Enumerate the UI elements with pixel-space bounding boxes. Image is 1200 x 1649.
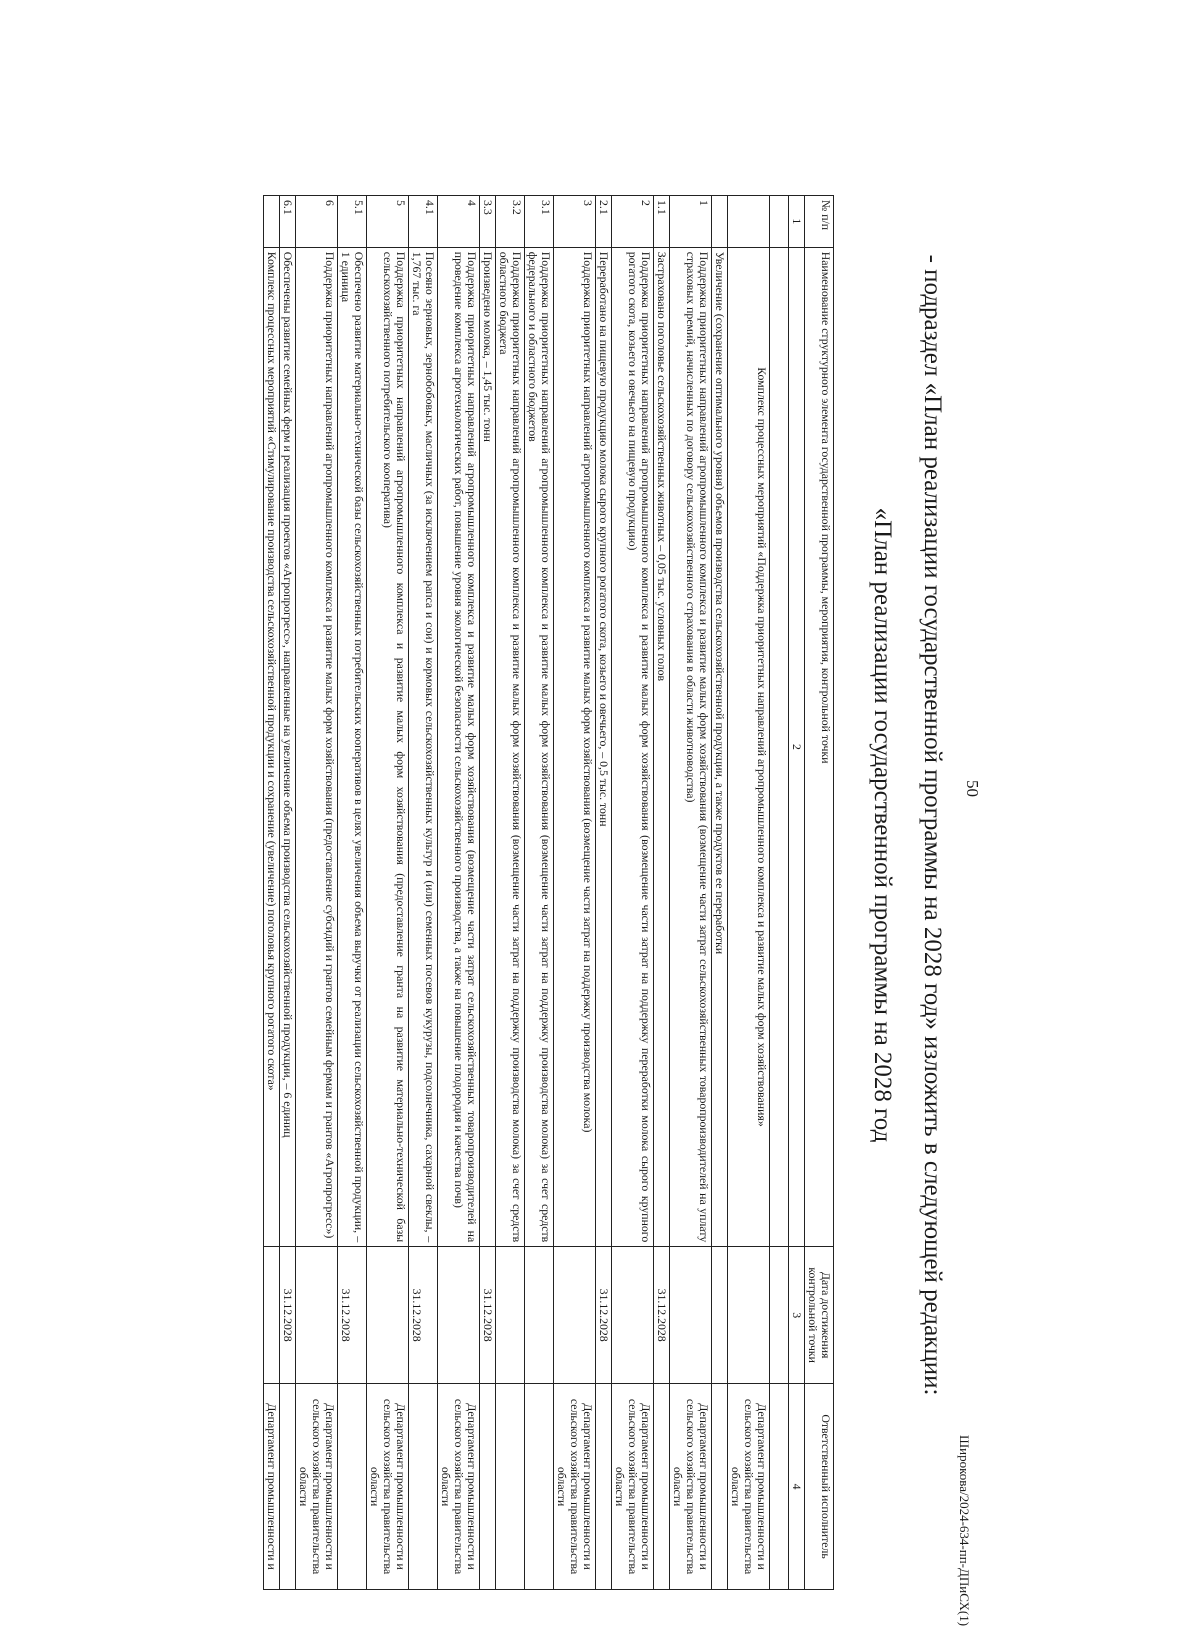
row-date: 31.12.2028 (480, 1247, 496, 1384)
header-name: Наименование структурного элемента государственной программы, мероприятия, контрольной точки (805, 247, 834, 1246)
row-resp (480, 1384, 496, 1590)
row-name: Поддержка приоритетных направлений агропромышленного комплекса и развитие малых форм хозяйствования (возмещение части затрат на поддержку производства молока) (554, 247, 596, 1246)
row-num: 3.2 (496, 196, 525, 248)
row-num (264, 196, 280, 248)
index-cell: 4 (789, 1384, 805, 1590)
row-num: 1 (670, 196, 712, 248)
row-num: 3 (554, 196, 596, 248)
row-name: Обеспечены развитие семейных ферм и реализация проектов «Агропрогресс», направленные на увеличение объема производства сельскохозяйственной продукции, – 6 единиц (280, 247, 296, 1246)
row-num: 6 (296, 196, 338, 248)
row-date (438, 1247, 480, 1384)
row-name: Поддержка приоритетных направлений агропромышленного комплекса и развитие малых форм хозяйствования (возмещение части затрат на поддержку производства молока) за счет средств областного бюджета (496, 247, 525, 1246)
document-footer: Широкова/2024-634-пп-ДПиСХ(1) (957, 1435, 972, 1627)
row-num: 2.1 (596, 196, 612, 248)
spacer-row (770, 196, 789, 1590)
plan-table (263, 195, 834, 1590)
row-name: Поддержка приоритетных направлений агропромышленного комплекса и развитие малых форм хозяйствования (возмещение части затрат на поддержку переработки молока сырого крупного рогатого скота, козьего и овечьего на пищевую продукцию) (612, 247, 654, 1246)
row-name: Посеяно зерновых, зернобобовых, масличных (за исключением рапса и сои) и кормовых сельскохозяйственных культур и (или) семенных посевов кукурузы, подсолнечника, сахарной свеклы, – 1,767 тыс. га (409, 247, 438, 1246)
table-row (612, 196, 654, 1590)
table-row (280, 196, 296, 1590)
row-name: Поддержка приоритетных направлений агропромышленного комплекса и развитие малых форм хозяйствования (возмещение части затрат на поддержку производства молока) за счет средств федерального и областного бюджетов (525, 247, 554, 1246)
row-date (612, 1247, 654, 1384)
table-row (264, 196, 280, 1590)
row-resp: Департамент промышленности и сельского хозяйства правительства области (728, 1384, 770, 1590)
row-resp (712, 1384, 728, 1590)
row-resp (654, 1384, 670, 1590)
index-cell: 1 (789, 196, 805, 248)
row-num: 4.1 (409, 196, 438, 248)
row-resp (496, 1384, 525, 1590)
row-num: 6.1 (280, 196, 296, 248)
row-name: Поддержка приоритетных направлений агропромышленного комплекса и развитие малых форм хозяйствования (возмещение части затрат сельскохозяйственных товаропроизводителей на проведение комплекса агротехнологических работ, повышение уровня экологической безопасности сельскохозяйственного производства, а также на повышение плодородия и качества почв) (438, 247, 480, 1246)
row-name: Увеличение (сохранение оптимального уровня) объемов производства сельскохозяйственной продукции, а также продуктов ее переработки (712, 247, 728, 1246)
row-resp: Департамент промышленности и сельского хозяйства правительства области (612, 1384, 654, 1590)
table-row (296, 196, 338, 1590)
row-resp: Департамент промышленности и сельского хозяйства правительства области (367, 1384, 409, 1590)
row-num: 2 (612, 196, 654, 248)
row-date (367, 1247, 409, 1384)
row-date: 31.12.2028 (596, 1247, 612, 1384)
row-date (525, 1247, 554, 1384)
row-date (264, 1247, 280, 1384)
row-resp: Департамент промышленности и сельского хозяйства правительства области (670, 1384, 712, 1590)
row-date (296, 1247, 338, 1384)
row-num: 4 (438, 196, 480, 248)
plan-heading: «План реализации государственной программы на 2028 год (869, 507, 896, 1143)
row-resp: Департамент промышленности и сельского хозяйства правительства области (438, 1384, 480, 1590)
row-name: Поддержка приоритетных направлений агропромышленного комплекса и развитие малых форм хозяйствования (предоставление гранта на развитие материально-технической базы сельскохозяйственного потребительского кооператива) (367, 247, 409, 1246)
index-cell: 2 (789, 247, 805, 1246)
row-date: 31.12.2028 (280, 1247, 296, 1384)
row-resp (280, 1384, 296, 1590)
row-num (728, 196, 770, 248)
row-date (670, 1247, 712, 1384)
row-name: Произведено молока, – 1,45 тыс. тонн (480, 247, 496, 1246)
row-date: 31.12.2028 (409, 1247, 438, 1384)
row-date (554, 1247, 596, 1384)
table-row (338, 196, 367, 1590)
row-num: 5.1 (338, 196, 367, 248)
row-resp: Департамент промышленности и сельского хозяйства правительства области (296, 1384, 338, 1590)
row-resp: Департамент промышленности и (264, 1384, 280, 1590)
table-row (596, 196, 612, 1590)
page-number: 50 (963, 780, 982, 797)
row-resp: Департамент промышленности и сельского хозяйства правительства области (554, 1384, 596, 1590)
rotated-page (120, 40, 1012, 1627)
header-num: № п/п (805, 196, 834, 248)
row-num (712, 196, 728, 248)
row-date (712, 1247, 728, 1384)
header-date: Дата достижения контрольной точки (805, 1247, 834, 1384)
header-resp: Ответственный исполнитель (805, 1384, 834, 1590)
row-num: 3.3 (480, 196, 496, 248)
row-resp (409, 1384, 438, 1590)
row-date (496, 1247, 525, 1384)
row-num: 1.1 (654, 196, 670, 248)
row-num: 3.1 (525, 196, 554, 248)
intro-text: - подраздел «План реализации государственной программы на 2028 год» изложить в следующей редакции: (919, 254, 946, 1396)
table-row (438, 196, 480, 1590)
table-row (496, 196, 525, 1590)
row-name: Застраховано поголовье сельскохозяйственных животных – 0,05 тыс. условных голов (654, 247, 670, 1246)
row-name: Поддержка приоритетных направлений агропромышленного комплекса и развитие малых форм хозяйствования (возмещение части затрат сельскохозяйственных товаропроизводителей на уплату страховых премий, начисленных по договору сельскохозяйственного страхования в области животноводства) (670, 247, 712, 1246)
row-name: Поддержка приоритетных направлений агропромышленного комплекса и развитие малых форм хозяйствования (предоставление субсидий и грантов семейным фермам и грантов «Агропрогресс») (296, 247, 338, 1246)
table-row (367, 196, 409, 1590)
row-num: 5 (367, 196, 409, 248)
table-row (525, 196, 554, 1590)
row-date: 31.12.2028 (338, 1247, 367, 1384)
table-header-row (805, 196, 834, 1590)
row-name: Комплекс процессных мероприятий «Стимулирование производства сельскохозяйственной продукции и сохранение (увеличение) поголовья крупного рогатого скота» (264, 247, 280, 1246)
column-index-row (789, 196, 805, 1590)
row-name: Переработано на пищевую продукцию молока сырого крупного рогатого скота, козьего и овечьего, – 0,5 тыс. тонн (596, 247, 612, 1246)
row-date: 31.12.2028 (654, 1247, 670, 1384)
table-row (654, 196, 670, 1590)
table-row (554, 196, 596, 1590)
row-name: Обеспечено развитие материально-технической базы сельскохозяйственных потребительских кооперативов в целях увеличения объема выручки от реализации сельскохозяйственной продукции, – 1 единица (338, 247, 367, 1246)
table-row (728, 196, 770, 1590)
row-date (728, 1247, 770, 1384)
table-row (409, 196, 438, 1590)
index-cell: 3 (789, 1247, 805, 1384)
row-name: Комплекс процессных мероприятий «Поддержка приоритетных направлений агропромышленного комплекса и развитие малых форм хозяйствования» (728, 247, 770, 1246)
table-row (480, 196, 496, 1590)
table-row (670, 196, 712, 1590)
row-resp (596, 1384, 612, 1590)
row-resp (338, 1384, 367, 1590)
row-resp (525, 1384, 554, 1590)
table-row (712, 196, 728, 1590)
